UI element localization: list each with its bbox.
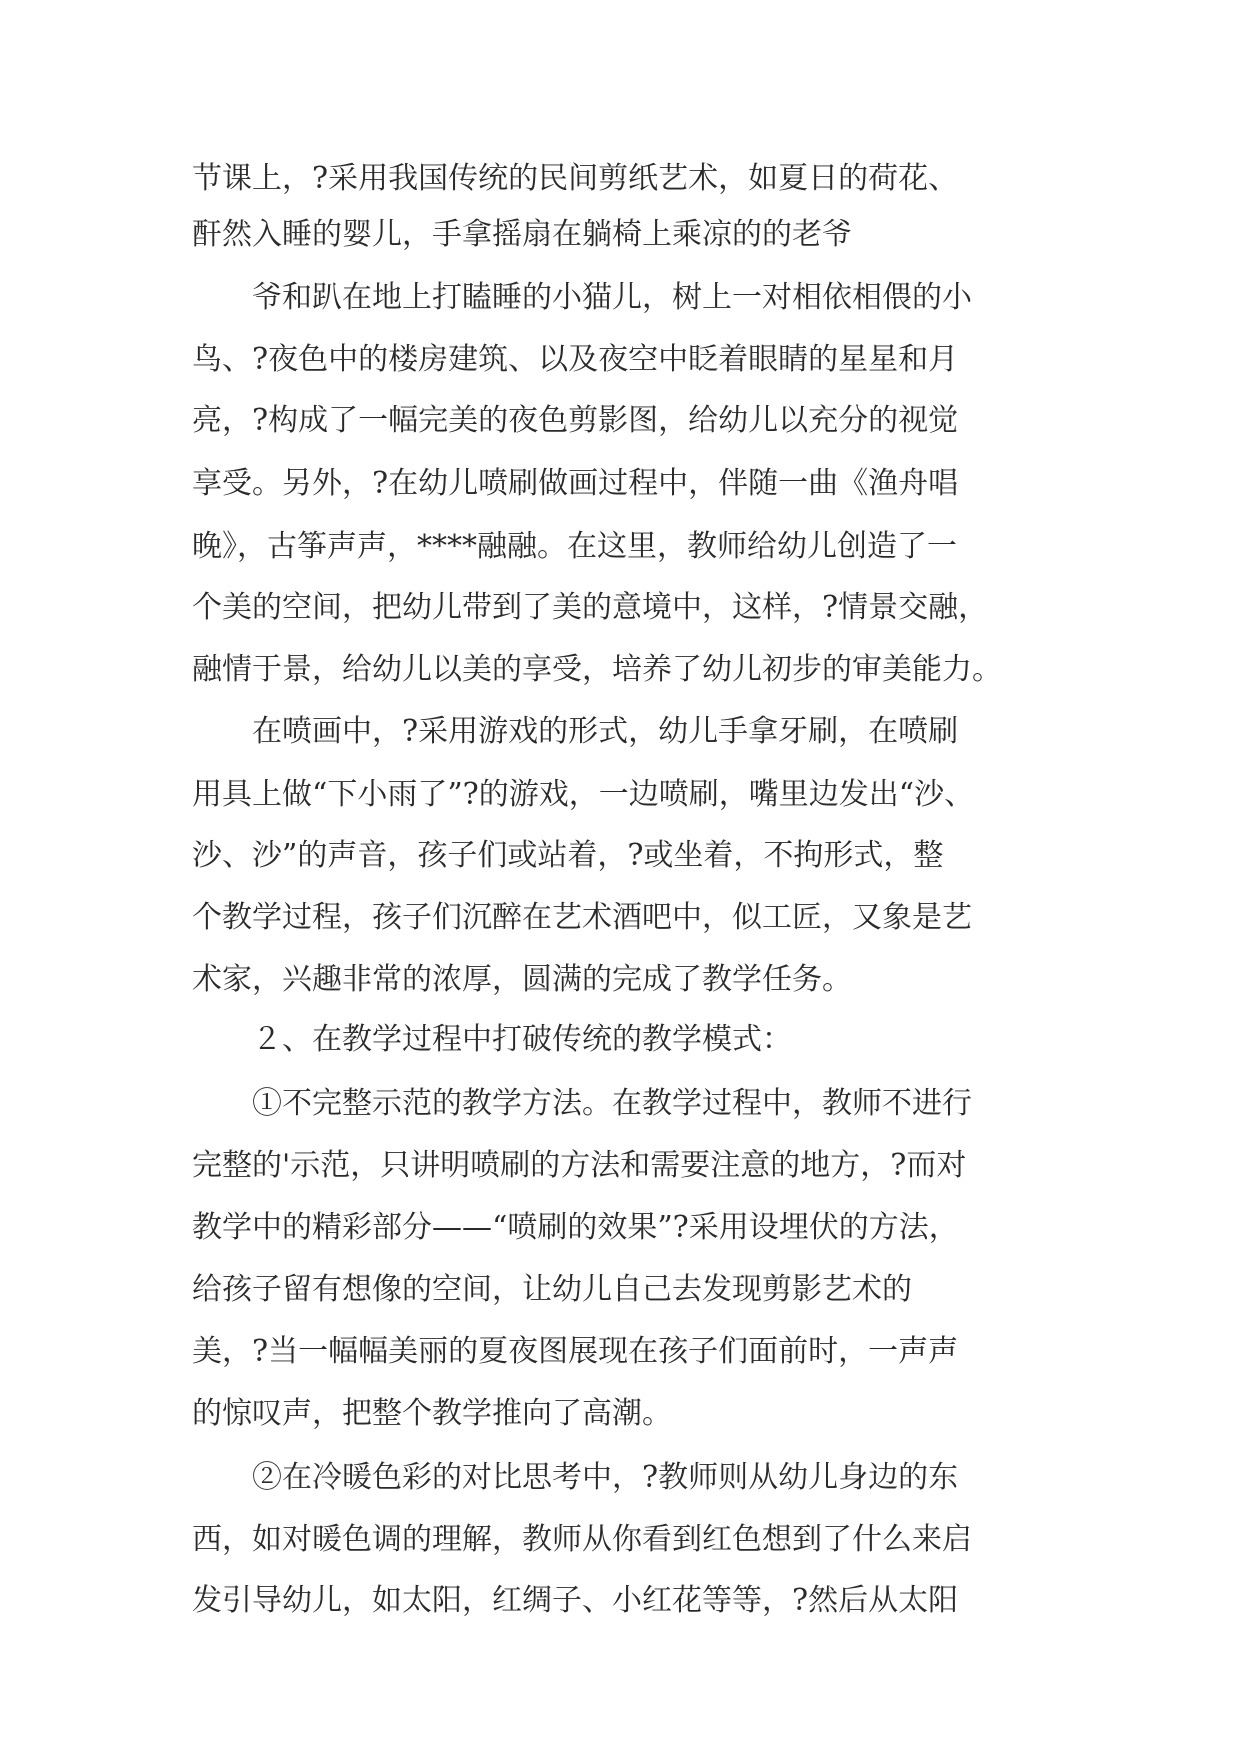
- text-line: 的惊叹声，把整个教学推向了高潮。: [192, 1396, 672, 1431]
- text-line: 鸟、?夜色中的楼房建筑、以及夜空中眨着眼睛的星星和月: [192, 342, 959, 377]
- text-line: ②在冷暖色彩的对比思考中，?教师则从幼儿身边的东: [192, 1460, 959, 1495]
- text-line: 爷和趴在地上打瞌睡的小猫儿，树上一对相依相偎的小: [192, 280, 972, 315]
- text-line: 节课上，?采用我国传统的民间剪纸艺术，如夏日的荷花、: [192, 161, 959, 196]
- text-line: 在喷画中，?采用游戏的形式，幼儿手拿牙刷，在喷刷: [192, 714, 959, 749]
- text-line: 沙、沙”的声音，孩子们或站着，?或坐着，不拘形式，整: [192, 838, 944, 873]
- text-line: 发引导幼儿，如太阳，红绸子、小红花等等，?然后从太阳: [192, 1583, 959, 1618]
- text-line: 完整的'示范，只讲明喷刷的方法和需要注意的地方，?而对: [192, 1148, 967, 1183]
- text-line: 享受。另外，?在幼儿喷刷做画过程中，伴随一曲《渔舟唱: [192, 466, 959, 501]
- text-line: 术家，兴趣非常的浓厚，圆满的完成了教学任务。: [192, 962, 852, 997]
- text-line: 个美的空间，把幼儿带到了美的意境中，这样，?情景交融，: [192, 590, 989, 625]
- text-line: 融情于景，给幼儿以美的享受，培养了幼儿初步的审美能力。: [192, 652, 1002, 687]
- text-line: 亮，?构成了一幅完美的夜色剪影图，给幼儿以充分的视觉: [192, 403, 959, 438]
- text-line: 教学中的精彩部分——“喷刷的效果”?采用设埋伏的方法，: [192, 1210, 959, 1245]
- text-line: 西，如对暖色调的理解，教师从你看到红色想到了什么来启: [192, 1522, 972, 1557]
- text-line: 个教学过程，孩子们沉醉在艺术酒吧中，似工匠，又象是艺: [192, 900, 972, 935]
- text-line: ２、在教学过程中打破传统的教学模式：: [192, 1022, 792, 1057]
- text-line: 美，?当一幅幅美丽的夏夜图展现在孩子们面前时，一声声: [192, 1334, 959, 1369]
- text-line: 用具上做“下小雨了”?的游戏，一边喷刷，嘴里边发出“沙、: [192, 777, 975, 812]
- text-line: ①不完整示范的教学方法。在教学过程中，教师不进行: [192, 1086, 972, 1121]
- text-line: 酐然入睡的婴儿，手拿摇扇在躺椅上乘凉的的老爷: [192, 217, 852, 252]
- text-line: 给孩子留有想像的空间，让幼儿自己去发现剪影艺术的: [192, 1272, 912, 1307]
- text-line: 晚》，古筝声声，****融融。在这里，教师给幼儿创造了一: [192, 529, 957, 564]
